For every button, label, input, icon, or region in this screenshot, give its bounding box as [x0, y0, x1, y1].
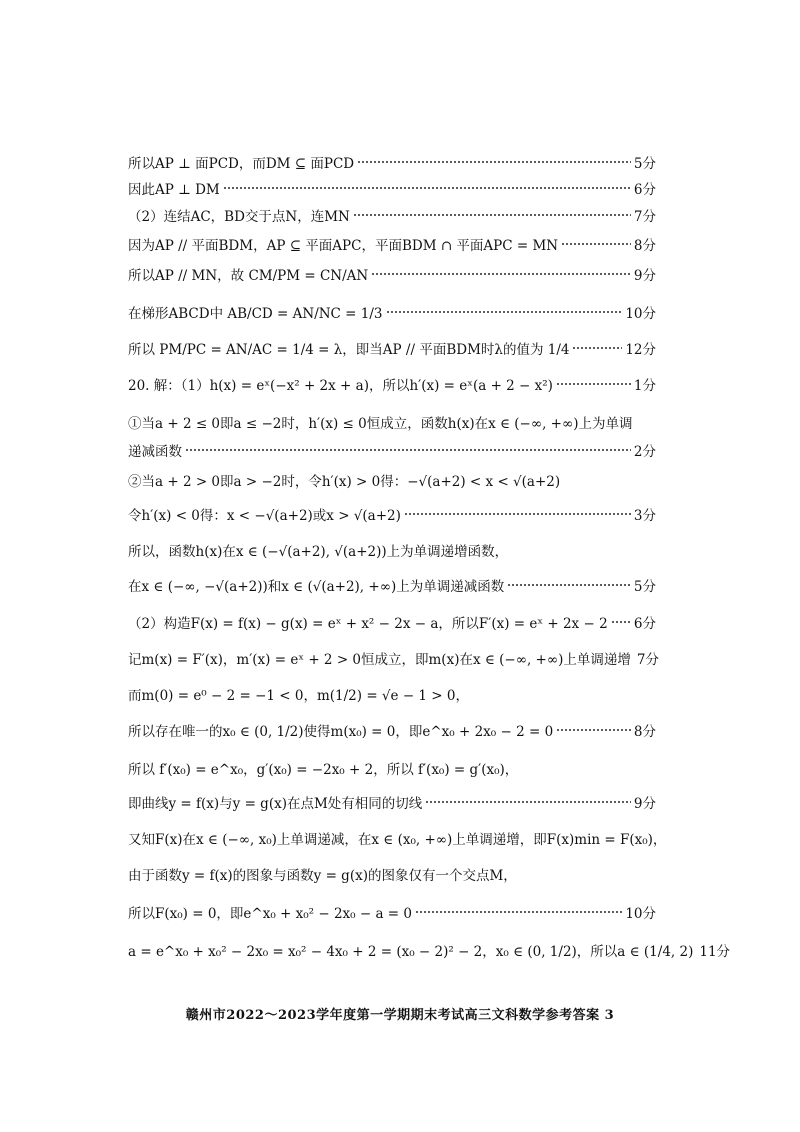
line-score: 12分 — [625, 342, 656, 358]
line-score: 7分 — [636, 652, 659, 668]
leader-dots — [425, 801, 631, 803]
line-score: 5分 — [633, 579, 656, 595]
solution-line — [128, 864, 656, 884]
line-text: 记m(x) = F′(x)，m′(x) = eˣ + 2 > 0恒成立，即m(x)在x ∈ (−∞, +∞)上单调递增 — [128, 652, 631, 668]
line-score: 6分 — [633, 616, 656, 632]
line-text: 而m(0) = e⁰ − 2 = −1 < 0，m(1/2) = √e − 1 > 0， — [128, 688, 469, 704]
line-text: 20. 解：（1）h(x) = eˣ(−x² + 2x + a)，所以h′(x) = eˣ(a + 2 − x²) — [128, 378, 553, 394]
solution-line — [128, 758, 656, 778]
line-text: ②当a + 2 > 0即a > −2时，令h′(x) > 0得：−√(a+2) < x < √(a+2) — [128, 474, 561, 490]
line-text: 又知F(x)在x ∈ (−∞, x₀)上单调递减，在x ∈ (x₀, +∞)上单调递增，即F(x)min = F(x₀)， — [128, 832, 667, 848]
line-text: 在x ∈ (−∞, −√(a+2))和x ∈ (√(a+2), +∞)上为单调递减函数 — [128, 579, 505, 595]
line-text: a = e^x₀ + x₀² − 2x₀ = x₀² − 4x₀ + 2 = (x₀ − 2)² − 2，x₀ ∈ (0, 1/2)，所以a ∈ (1/4, 2) — [128, 944, 694, 960]
solution-line — [128, 575, 656, 595]
solution-line — [128, 612, 656, 632]
leader-dots — [415, 911, 622, 913]
solution-line — [128, 440, 656, 460]
solution-line — [128, 902, 656, 922]
line-score: 2分 — [633, 444, 656, 460]
line-text: 所以存在唯一的x₀ ∈ (0, 1/2)使得m(x₀) = 0，即e^x₀ + 2x₀ − 2 = 0 — [128, 724, 554, 740]
solution-line — [128, 940, 731, 960]
solution-line — [128, 152, 656, 172]
line-score: 7分 — [633, 209, 656, 225]
line-text: 因为AP // 平面BDM，AP ⊆ 平面APC，平面BDM ∩ 平面APC = MN — [128, 238, 559, 254]
line-text: 所以，函数h(x)在x ∈ (−√(a+2), √(a+2))上为单调递增函数， — [128, 544, 509, 560]
line-text: ①当a + 2 ≤ 0即a ≤ −2时，h′(x) ≤ 0恒成立，函数h(x)在x ∈ (−∞, +∞)上为单调 — [128, 416, 633, 432]
line-score: 1分 — [633, 378, 656, 394]
line-text: 令h′(x) < 0得：x < −√(a+2)或x > √(a+2) — [128, 508, 401, 524]
line-text: 所以AP ⊥ 面PCD，而DM ⊆ 面PCD — [128, 156, 355, 172]
solution-line — [128, 470, 656, 490]
line-text: 即曲线y = f(x)与y = g(x)在点M处有相同的切线 — [128, 796, 423, 812]
leader-dots — [353, 214, 631, 216]
solution-line — [128, 684, 656, 704]
leader-dots — [556, 729, 631, 731]
leader-dots — [185, 449, 631, 451]
solution-line — [128, 504, 656, 524]
leader-dots — [556, 383, 631, 385]
leader-dots — [371, 273, 631, 275]
line-score: 6分 — [633, 182, 656, 198]
line-text: 所以 f′(x₀) = e^x₀，g′(x₀) = −2x₀ + 2，所以 f′(x₀) = g′(x₀)， — [128, 762, 519, 778]
leader-dots — [404, 513, 631, 515]
line-score: 10分 — [625, 906, 656, 922]
solution-line — [128, 792, 656, 812]
leader-dots — [611, 621, 631, 623]
solution-line — [128, 338, 656, 358]
line-score: 9分 — [633, 796, 656, 812]
line-score: 8分 — [633, 238, 656, 254]
leader-dots — [507, 584, 631, 586]
leader-dots — [223, 187, 631, 189]
line-text: 所以AP // MN，故 CM/PM = CN/AN — [128, 268, 369, 284]
page-footer: 赣州市2022～2023学年度第一学期期末考试高三文科数学参考答案 3 — [185, 1008, 615, 1023]
line-score: 9分 — [633, 268, 656, 284]
line-text: 由于函数y = f(x)的图象与函数y = g(x)的图象仅有一个交点M， — [128, 868, 517, 884]
line-score: 5分 — [633, 156, 656, 172]
leader-dots — [357, 161, 631, 163]
line-score: 10分 — [625, 306, 656, 322]
solution-line — [128, 374, 656, 394]
solution-line — [128, 828, 667, 848]
leader-dots — [572, 347, 622, 349]
line-score: 8分 — [633, 724, 656, 740]
line-text: 所以F(x₀) = 0，即e^x₀ + x₀² − 2x₀ − a = 0 — [128, 906, 413, 922]
solution-line — [128, 412, 656, 432]
line-text: 所以 PM/PC = AN/AC = 1/4 = λ，即当AP // 平面BDM时λ的值为 1/4 — [128, 342, 570, 358]
line-text: 因此AP ⊥ DM — [128, 182, 220, 198]
solution-line — [128, 234, 656, 254]
solution-line — [128, 264, 656, 284]
leader-dots — [386, 311, 623, 313]
solution-line — [128, 302, 656, 322]
line-score: 11分 — [699, 944, 731, 960]
solution-line — [128, 540, 656, 560]
solution-line — [128, 648, 659, 668]
line-text: （2）连结AC，BD交于点N，连MN — [128, 209, 350, 225]
solution-line — [128, 178, 656, 198]
solution-line — [128, 205, 656, 225]
line-text: （2）构造F(x) = f(x) − g(x) = eˣ + x² − 2x − a，所以F′(x) = eˣ + 2x − 2 — [128, 616, 608, 632]
solution-line — [128, 720, 656, 740]
leader-dots — [561, 243, 631, 245]
line-text: 在梯形ABCD中 AB/CD = AN/NC = 1/3 — [128, 306, 383, 322]
line-text: 递减函数 — [128, 444, 182, 460]
line-score: 3分 — [633, 508, 656, 524]
